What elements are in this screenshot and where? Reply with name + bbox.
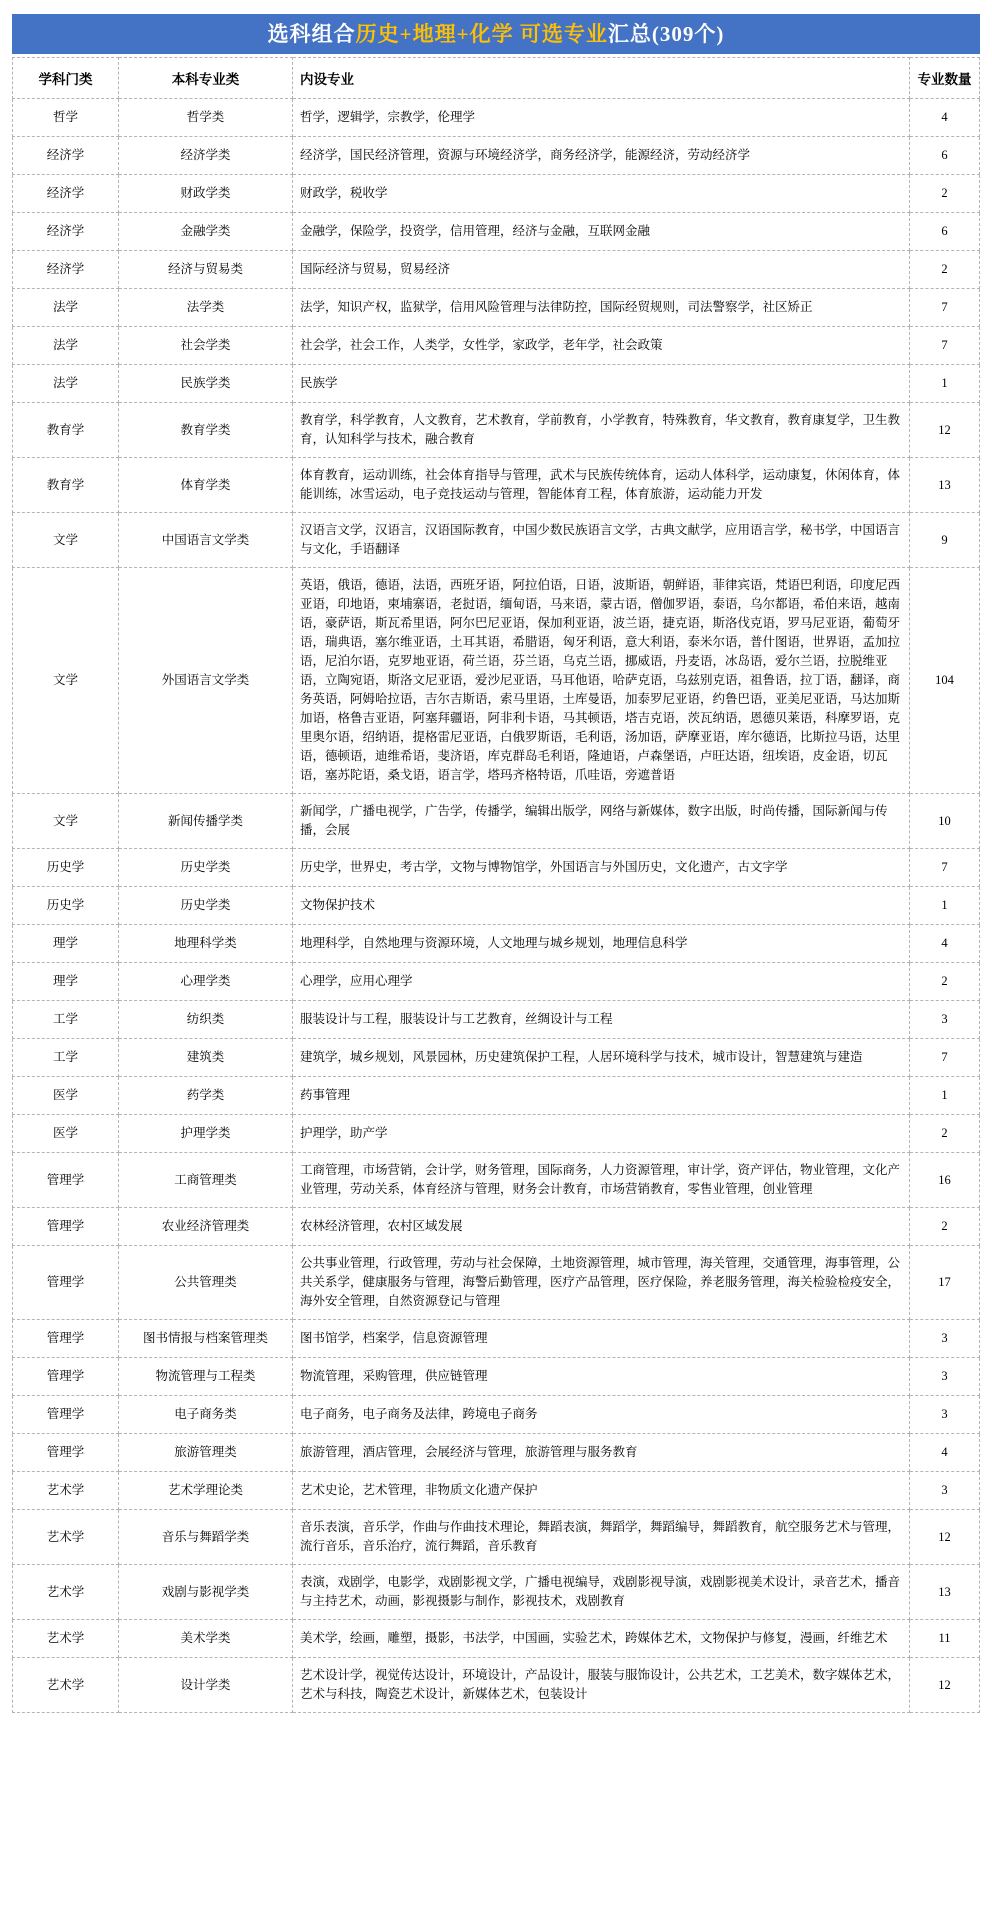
category-cell: 艺术学 — [13, 1472, 119, 1510]
majors-cell: 社会学，社会工作，人类学，女性学，家政学，老年学，社会政策 — [293, 327, 910, 365]
major-class-cell: 农业经济管理类 — [119, 1208, 293, 1246]
majors-cell: 法学，知识产权，监狱学，信用风险管理与法律防控，国际经贸规则，司法警察学，社区矫正 — [293, 289, 910, 327]
count-cell: 3 — [910, 1358, 980, 1396]
majors-cell: 表演，戏剧学，电影学，戏剧影视文学，广播电视编导，戏剧影视导演，戏剧影视美术设计，录音艺术，播音与主持艺术，动画，影视摄影与制作，影视技术，戏剧教育 — [293, 1565, 910, 1620]
table-row — [13, 1208, 980, 1246]
major-class-cell: 艺术学理论类 — [119, 1472, 293, 1510]
category-cell: 艺术学 — [13, 1510, 119, 1565]
category-cell: 理学 — [13, 963, 119, 1001]
category-cell: 文学 — [13, 794, 119, 849]
major-class-cell: 社会学类 — [119, 327, 293, 365]
table-row — [13, 1565, 980, 1620]
majors-cell: 金融学，保险学，投资学，信用管理，经济与金融，互联网金融 — [293, 213, 910, 251]
majors-cell: 地理科学，自然地理与资源环境，人文地理与城乡规划，地理信息科学 — [293, 925, 910, 963]
majors-cell: 电子商务，电子商务及法律，跨境电子商务 — [293, 1396, 910, 1434]
header-category: 学科门类 — [13, 58, 119, 99]
count-cell: 9 — [910, 513, 980, 568]
category-cell: 艺术学 — [13, 1565, 119, 1620]
majors-cell: 哲学，逻辑学，宗教学，伦理学 — [293, 99, 910, 137]
category-cell: 管理学 — [13, 1434, 119, 1472]
header-count: 专业数量 — [910, 58, 980, 99]
count-cell: 4 — [910, 925, 980, 963]
major-class-cell: 护理学类 — [119, 1115, 293, 1153]
category-cell: 经济学 — [13, 175, 119, 213]
majors-cell: 音乐表演，音乐学，作曲与作曲技术理论，舞蹈表演，舞蹈学，舞蹈编导，舞蹈教育，航空服务艺术与管理，流行音乐，音乐治疗，流行舞蹈，音乐教育 — [293, 1510, 910, 1565]
category-cell: 艺术学 — [13, 1620, 119, 1658]
majors-cell: 经济学，国民经济管理，资源与环境经济学，商务经济学，能源经济，劳动经济学 — [293, 137, 910, 175]
count-cell: 7 — [910, 1039, 980, 1077]
count-cell: 104 — [910, 568, 980, 794]
table-row — [13, 1396, 980, 1434]
table-row — [13, 99, 980, 137]
major-class-cell: 法学类 — [119, 289, 293, 327]
count-cell: 6 — [910, 213, 980, 251]
header-major-class: 本科专业类 — [119, 58, 293, 99]
count-cell: 3 — [910, 1472, 980, 1510]
table-row — [13, 289, 980, 327]
majors-cell: 国际经济与贸易，贸易经济 — [293, 251, 910, 289]
majors-cell: 工商管理，市场营销，会计学，财务管理，国际商务，人力资源管理，审计学，资产评估，物业管理，文化产业管理，劳动关系，体育经济与管理，财务会计教育，市场营销教育，零售业管理，创业管理 — [293, 1153, 910, 1208]
table-row — [13, 1077, 980, 1115]
category-cell: 理学 — [13, 925, 119, 963]
category-cell: 教育学 — [13, 458, 119, 513]
table-row — [13, 1658, 980, 1713]
table-header — [13, 58, 980, 99]
table-row — [13, 568, 980, 794]
category-cell: 管理学 — [13, 1396, 119, 1434]
major-class-cell: 药学类 — [119, 1077, 293, 1115]
major-class-cell: 工商管理类 — [119, 1153, 293, 1208]
category-cell: 管理学 — [13, 1320, 119, 1358]
major-class-cell: 地理科学类 — [119, 925, 293, 963]
count-cell: 2 — [910, 1208, 980, 1246]
table-row — [13, 1246, 980, 1320]
title-suffix: 汇总(309个) — [607, 22, 725, 46]
table-row — [13, 1153, 980, 1208]
major-class-cell: 体育学类 — [119, 458, 293, 513]
category-cell: 教育学 — [13, 403, 119, 458]
majors-table — [12, 57, 980, 1713]
table-row — [13, 1620, 980, 1658]
count-cell: 3 — [910, 1320, 980, 1358]
category-cell: 管理学 — [13, 1246, 119, 1320]
category-cell: 文学 — [13, 568, 119, 794]
major-class-cell: 外国语言文学类 — [119, 568, 293, 794]
majors-cell: 文物保护技术 — [293, 887, 910, 925]
majors-cell: 农林经济管理，农村区域发展 — [293, 1208, 910, 1246]
table-row — [13, 1320, 980, 1358]
count-cell: 6 — [910, 137, 980, 175]
category-cell: 经济学 — [13, 251, 119, 289]
major-class-cell: 设计学类 — [119, 1658, 293, 1713]
count-cell: 3 — [910, 1001, 980, 1039]
majors-cell: 历史学，世界史，考古学，文物与博物馆学，外国语言与外国历史，文化遗产，古文字学 — [293, 849, 910, 887]
majors-cell: 护理学，助产学 — [293, 1115, 910, 1153]
count-cell: 7 — [910, 849, 980, 887]
count-cell: 12 — [910, 1658, 980, 1713]
table-row — [13, 513, 980, 568]
majors-cell: 新闻学，广播电视学，广告学，传播学，编辑出版学，网络与新媒体，数字出版，时尚传播，国际新闻与传播，会展 — [293, 794, 910, 849]
major-class-cell: 民族学类 — [119, 365, 293, 403]
category-cell: 哲学 — [13, 99, 119, 137]
table-row — [13, 1115, 980, 1153]
majors-cell: 公共事业管理，行政管理，劳动与社会保障，土地资源管理，城市管理，海关管理，交通管理，海事管理，公共关系学，健康服务与管理，海警后勤管理，医疗产品管理，医疗保险，养老服务管理，海关检验检疫安全，海外安全管理，自然资源登记与管理 — [293, 1246, 910, 1320]
majors-cell: 心理学，应用心理学 — [293, 963, 910, 1001]
table-row — [13, 794, 980, 849]
count-cell: 4 — [910, 99, 980, 137]
table-row — [13, 887, 980, 925]
category-cell: 医学 — [13, 1077, 119, 1115]
table-row — [13, 175, 980, 213]
major-class-cell: 音乐与舞蹈学类 — [119, 1510, 293, 1565]
table-row — [13, 1510, 980, 1565]
table-row — [13, 849, 980, 887]
major-class-cell: 哲学类 — [119, 99, 293, 137]
count-cell: 12 — [910, 1510, 980, 1565]
category-cell: 法学 — [13, 365, 119, 403]
table-row — [13, 925, 980, 963]
majors-cell: 民族学 — [293, 365, 910, 403]
majors-cell: 英语，俄语，德语，法语，西班牙语，阿拉伯语，日语，波斯语，朝鲜语，菲律宾语，梵语巴利语，印度尼西亚语，印地语，柬埔寨语，老挝语，缅甸语，马来语，蒙古语，僧伽罗语，泰语，乌尔都语，希伯来语，越南语，豪萨语，斯瓦希里语，阿尔巴尼亚语，保加利亚语，波兰语，捷克语，斯洛伐克语，罗马尼亚语，葡萄牙语，瑞典语，塞尔维亚语，土耳其语，希腊语，匈牙利语，意大利语，泰米尔语，普什图语，世界语，孟加拉语，尼泊尔语，克罗地亚语，荷兰语，芬兰语，乌克兰语，挪威语，丹麦语，冰岛语，爱尔兰语，拉脱维亚语，立陶宛语，斯洛文尼亚语，爱沙尼亚语，马耳他语，哈萨克语，乌兹别克语，祖鲁语，拉丁语，翻译，商务英语，阿姆哈拉语，吉尔吉斯语，索马里语，土库曼语，加泰罗尼亚语，约鲁巴语，亚美尼亚语，马达加斯加语，格鲁吉亚语，阿塞拜疆语，阿非利卡语，马其顿语，塔吉克语，茨瓦纳语，恩德贝莱语，科摩罗语，克里奥尔语，绍纳语，提格雷尼亚语，白俄罗斯语，毛利语，汤加语，萨摩亚语，库尔德语，比斯拉马语，达里语，德顿语，迪维希语，斐济语，库克群岛毛利语，隆迪语，卢森堡语，卢旺达语，纽埃语，皮金语，切瓦语，塞苏陀语，桑戈语，语言学，塔玛齐格特语，爪哇语，旁遮普语 — [293, 568, 910, 794]
majors-cell: 教育学，科学教育，人文教育，艺术教育，学前教育，小学教育，特殊教育，华文教育，教育康复学，卫生教育，认知科学与技术，融合教育 — [293, 403, 910, 458]
count-cell: 2 — [910, 251, 980, 289]
count-cell: 7 — [910, 327, 980, 365]
majors-cell: 美术学，绘画，雕塑，摄影，书法学，中国画，实验艺术，跨媒体艺术，文物保护与修复，漫画，纤维艺术 — [293, 1620, 910, 1658]
count-cell: 1 — [910, 1077, 980, 1115]
major-class-cell: 心理学类 — [119, 963, 293, 1001]
major-class-cell: 美术学类 — [119, 1620, 293, 1658]
count-cell: 1 — [910, 365, 980, 403]
header-row — [13, 58, 980, 99]
major-class-cell: 公共管理类 — [119, 1246, 293, 1320]
majors-cell: 艺术史论，艺术管理，非物质文化遗产保护 — [293, 1472, 910, 1510]
major-class-cell: 金融学类 — [119, 213, 293, 251]
category-cell: 经济学 — [13, 137, 119, 175]
table-row — [13, 213, 980, 251]
category-cell: 管理学 — [13, 1358, 119, 1396]
major-class-cell: 历史学类 — [119, 849, 293, 887]
count-cell: 16 — [910, 1153, 980, 1208]
major-class-cell: 戏剧与影视学类 — [119, 1565, 293, 1620]
major-class-cell: 财政学类 — [119, 175, 293, 213]
major-class-cell: 电子商务类 — [119, 1396, 293, 1434]
count-cell: 1 — [910, 887, 980, 925]
major-class-cell: 纺织类 — [119, 1001, 293, 1039]
count-cell: 2 — [910, 1115, 980, 1153]
count-cell: 4 — [910, 1434, 980, 1472]
category-cell: 历史学 — [13, 849, 119, 887]
major-class-cell: 旅游管理类 — [119, 1434, 293, 1472]
category-cell: 管理学 — [13, 1153, 119, 1208]
major-class-cell: 历史学类 — [119, 887, 293, 925]
major-class-cell: 物流管理与工程类 — [119, 1358, 293, 1396]
category-cell: 医学 — [13, 1115, 119, 1153]
table-row — [13, 1001, 980, 1039]
header-majors: 内设专业 — [293, 58, 910, 99]
majors-cell: 服装设计与工程，服装设计与工艺教育，丝绸设计与工程 — [293, 1001, 910, 1039]
major-class-cell: 经济学类 — [119, 137, 293, 175]
major-class-cell: 建筑类 — [119, 1039, 293, 1077]
table-row — [13, 1039, 980, 1077]
category-cell: 文学 — [13, 513, 119, 568]
table-title — [12, 14, 980, 54]
table-row — [13, 1358, 980, 1396]
count-cell: 13 — [910, 1565, 980, 1620]
majors-cell: 旅游管理，酒店管理，会展经济与管理，旅游管理与服务教育 — [293, 1434, 910, 1472]
majors-cell: 物流管理，采购管理，供应链管理 — [293, 1358, 910, 1396]
majors-cell: 体育教育，运动训练，社会体育指导与管理，武术与民族传统体育，运动人体科学，运动康复，休闲体育，体能训练，冰雪运动，电子竞技运动与管理，智能体育工程，体育旅游，运动能力开发 — [293, 458, 910, 513]
majors-cell: 图书馆学，档案学，信息资源管理 — [293, 1320, 910, 1358]
category-cell: 法学 — [13, 327, 119, 365]
majors-cell: 财政学，税收学 — [293, 175, 910, 213]
majors-cell: 艺术设计学，视觉传达设计，环境设计，产品设计，服装与服饰设计，公共艺术，工艺美术，数字媒体艺术，艺术与科技，陶瓷艺术设计，新媒体艺术，包装设计 — [293, 1658, 910, 1713]
category-cell: 法学 — [13, 289, 119, 327]
count-cell: 2 — [910, 963, 980, 1001]
title-highlight: 历史+地理+化学 可选专业 — [355, 22, 608, 46]
major-class-cell: 教育学类 — [119, 403, 293, 458]
count-cell: 13 — [910, 458, 980, 513]
title-prefix: 选科组合 — [267, 22, 356, 46]
table-row — [13, 458, 980, 513]
majors-cell: 汉语言文学，汉语言，汉语国际教育，中国少数民族语言文学，古典文献学，应用语言学，秘书学，中国语言与文化，手语翻译 — [293, 513, 910, 568]
count-cell: 3 — [910, 1396, 980, 1434]
table-row — [13, 1434, 980, 1472]
major-class-cell: 中国语言文学类 — [119, 513, 293, 568]
category-cell: 管理学 — [13, 1208, 119, 1246]
table-row — [13, 327, 980, 365]
table-row — [13, 1472, 980, 1510]
table-row — [13, 365, 980, 403]
table-row — [13, 251, 980, 289]
category-cell: 工学 — [13, 1001, 119, 1039]
major-class-cell: 经济与贸易类 — [119, 251, 293, 289]
count-cell: 10 — [910, 794, 980, 849]
count-cell: 17 — [910, 1246, 980, 1320]
count-cell: 12 — [910, 403, 980, 458]
category-cell: 工学 — [13, 1039, 119, 1077]
table-row — [13, 963, 980, 1001]
count-cell: 7 — [910, 289, 980, 327]
count-cell: 2 — [910, 175, 980, 213]
majors-cell: 药事管理 — [293, 1077, 910, 1115]
category-cell: 历史学 — [13, 887, 119, 925]
major-class-cell: 图书情报与档案管理类 — [119, 1320, 293, 1358]
table-body — [13, 99, 980, 1713]
majors-cell: 建筑学，城乡规划，风景园林，历史建筑保护工程，人居环境科学与技术，城市设计，智慧建筑与建造 — [293, 1039, 910, 1077]
category-cell: 艺术学 — [13, 1658, 119, 1713]
category-cell: 经济学 — [13, 213, 119, 251]
count-cell: 11 — [910, 1620, 980, 1658]
major-class-cell: 新闻传播学类 — [119, 794, 293, 849]
table-row — [13, 403, 980, 458]
table-row — [13, 137, 980, 175]
